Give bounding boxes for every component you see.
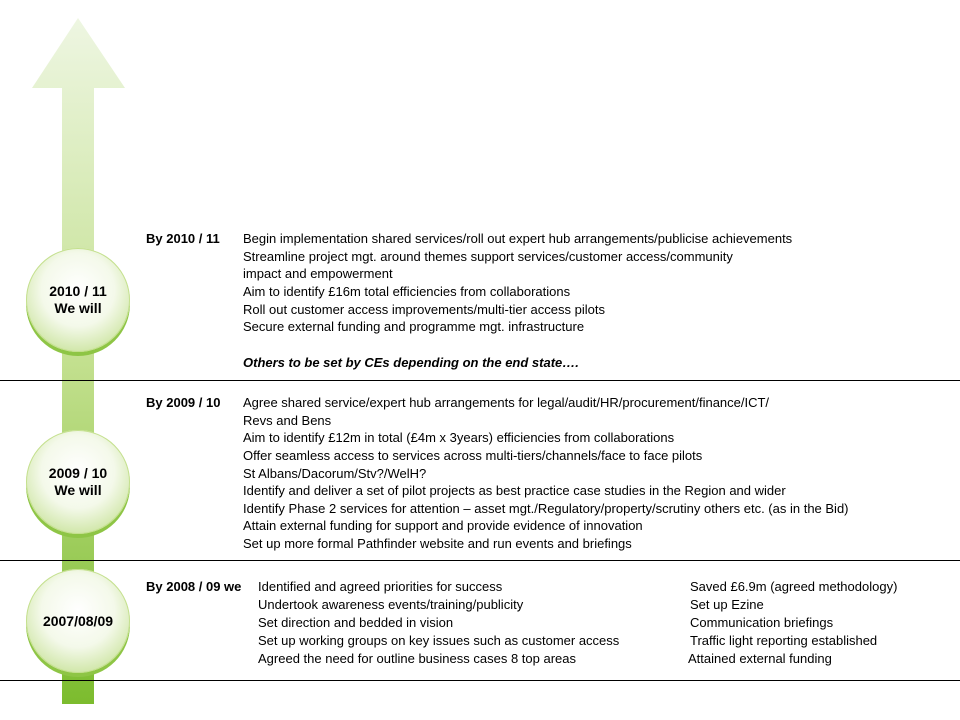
divider-middle (0, 560, 960, 561)
section-2010-line: Streamline project mgt. around themes support services/customer access/community (243, 249, 733, 264)
section-2009-line: Offer seamless access to services across multi-tiers/channels/face to face pilots (243, 448, 703, 463)
section-2008-heading: By 2008 / 09 we (146, 579, 242, 594)
section-2008-right-line: Attained external funding (688, 651, 832, 666)
section-2008-left-line: Set up working groups on key issues such as customer access (258, 633, 620, 648)
section-2010-line: Secure external funding and programme mgt. infrastructure (243, 319, 585, 334)
section-2009-line: Revs and Bens (243, 413, 332, 428)
section-2009-line: Agree shared service/expert hub arrangements for legal/audit/HR/procurement/finance/ICT/ (243, 395, 770, 410)
section-2008-right-line: Saved £6.9m (agreed methodology) (690, 579, 898, 594)
section-2010-line: Roll out customer access improvements/multi-tier access pilots (243, 302, 605, 317)
section-2009-heading: By 2009 / 10 (146, 395, 221, 410)
section-2009-line: Attain external funding for support and provide evidence of innovation (243, 518, 643, 533)
section-2009-line: Aim to identify £12m in total (£4m x 3years) efficiencies from collaborations (243, 430, 675, 445)
section-2008-right-line: Set up Ezine (690, 597, 764, 612)
milestone-2010-year: 2010 / 11 (49, 283, 107, 299)
section-2010-heading: By 2010 / 11 (146, 231, 220, 246)
section-2010-line: impact and empowerment (243, 266, 393, 281)
section-2008-right-line: Communication briefings (690, 615, 834, 630)
divider-bottom (0, 680, 960, 681)
section-2009-line: St Albans/Dacorum/Stv?/WelH? (243, 466, 427, 481)
milestone-2008-year: 2007/08/09 (42, 612, 114, 629)
section-2009-line: Identify and deliver a set of pilot projects as best practice case studies in the Region and wider (243, 483, 786, 498)
milestone-2009-circle (26, 430, 130, 534)
milestone-2008-circle (26, 569, 130, 673)
section-2010-line: Begin implementation shared services/roll out expert hub arrangements/publicise achievements (243, 231, 793, 246)
milestone-2009-label: We will (54, 482, 102, 498)
section-2008-left-line: Identified and agreed priorities for success (258, 579, 503, 594)
section-2009-line: Set up more formal Pathfinder website and run events and briefings (243, 536, 632, 551)
section-2008-left-line: Undertook awareness events/training/publicity (258, 597, 524, 612)
section-2008-right-line: Traffic light reporting established (690, 633, 878, 648)
section-2008-left-line: Set direction and bedded in vision (258, 615, 454, 630)
section-2009-line: Identify Phase 2 services for attention – asset mgt./Regulatory/property/scrutiny others etc. (as in the Bid) (243, 501, 849, 516)
milestone-2010-circle (26, 248, 130, 352)
milestone-2009-year: 2009 / 10 (48, 465, 108, 481)
section-2010-line: Aim to identify £16m total efficiencies from collaborations (243, 284, 571, 299)
divider-top (0, 380, 960, 381)
section-2008-left-line: Agreed the need for outline business cases 8 top areas (258, 651, 576, 666)
milestone-2010-label: We will (54, 300, 102, 316)
section-2010-note: Others to be set by CEs depending on the end state…. (243, 355, 579, 370)
